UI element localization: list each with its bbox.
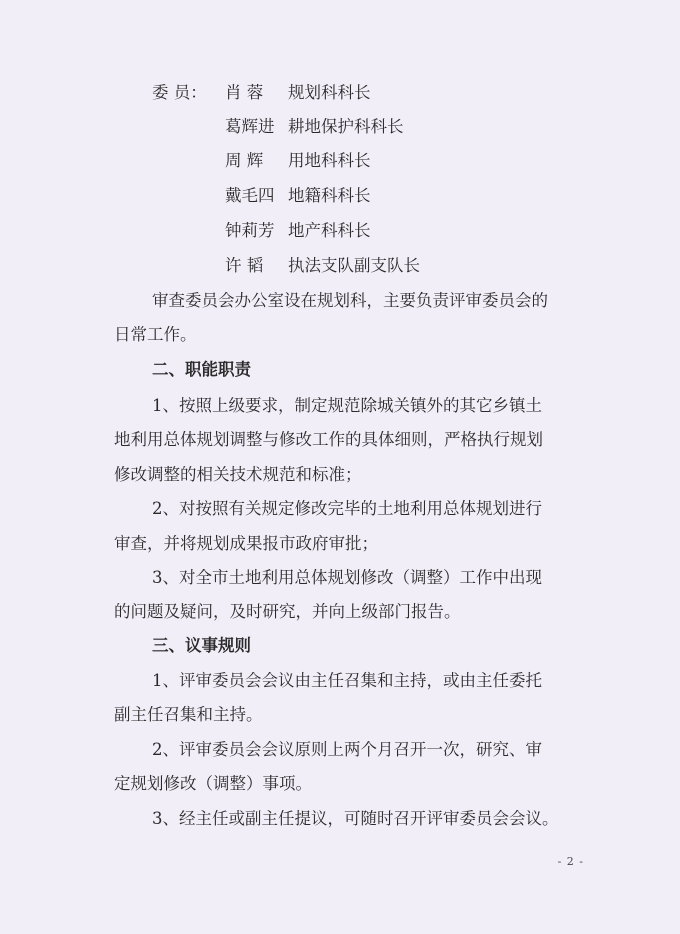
paragraph-line: 2、评审委员会会议原则上两个月召开一次，研究、审 (152, 740, 542, 759)
office-paragraph-line: 审查委员会办公室设在规划科，主要负责评审委员会的 (152, 291, 548, 310)
paragraph-line: 2、对按照有关规定修改完毕的土地利用总体规划进行 (152, 499, 542, 518)
member-title: 耕地保护科科长 (288, 117, 404, 136)
paragraph-line: 审查，并将规划成果报市政府审批； (114, 534, 378, 553)
member-name: 周 辉 (225, 151, 264, 170)
member-title: 用地科科长 (288, 151, 371, 170)
member-title: 地产科科长 (288, 221, 371, 240)
page-number: - 2 - (557, 855, 584, 868)
member-title: 规划科科长 (288, 83, 371, 102)
paragraph-line: 副主任召集和主持。 (114, 705, 263, 724)
paragraph-line: 修改调整的相关技术规范和标准； (114, 465, 362, 484)
member-name: 许 韬 (225, 256, 264, 275)
paragraph-line: 地利用总体规划调整与修改工作的具体细则，严格执行规划 (114, 430, 543, 449)
paragraph-line: 3、经主任或副主任提议，可随时召开评审委员会会议。 (152, 809, 559, 828)
member-name: 钟莉芳 (225, 221, 275, 240)
section-heading: 三、议事规则 (152, 636, 251, 655)
paragraph-line: 3、对全市土地利用总体规划修改（调整）工作中出现 (152, 568, 542, 587)
member-title: 执法支队副支队长 (288, 256, 420, 275)
member-name: 戴毛四 (225, 186, 275, 205)
member-name: 肖 蓉 (225, 83, 264, 102)
paragraph-line: 1、按照上级要求，制定规范除城关镇外的其它乡镇土 (152, 396, 542, 415)
paragraph-line: 定规划修改（调整）事项。 (114, 774, 312, 793)
member-name: 葛辉进 (225, 117, 275, 136)
office-paragraph-line: 日常工作。 (114, 325, 197, 344)
member-title: 地籍科科长 (288, 186, 371, 205)
section-heading: 二、职能职责 (152, 360, 251, 379)
paragraph-line: 的问题及疑问，及时研究，并向上级部门报告。 (114, 602, 461, 621)
members-label: 委 员： (152, 83, 207, 102)
paragraph-line: 1、评审委员会会议由主任召集和主持，或由主任委托 (152, 671, 542, 690)
